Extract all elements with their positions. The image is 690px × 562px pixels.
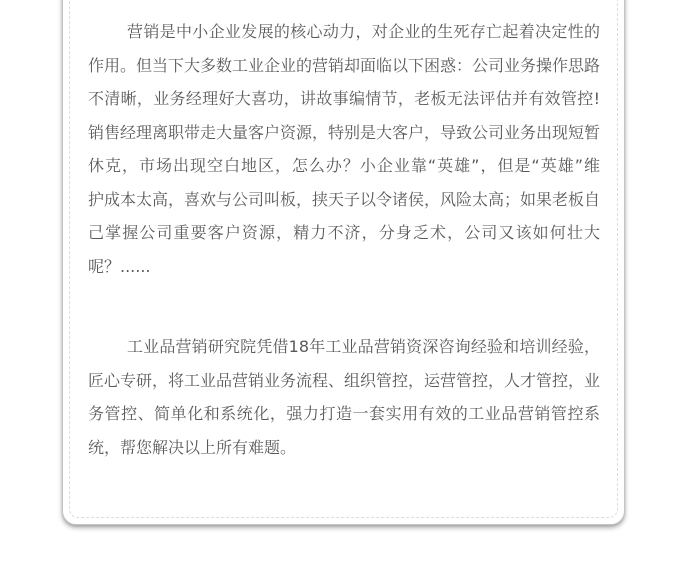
text-line: 营销是中小企业发展的核心动力，对企业的生死存亡起着决定性的 <box>127 22 600 41</box>
text-line: 呢？...... <box>88 256 151 276</box>
text-line: 统，帮您解决以上所有难题。 <box>88 437 297 457</box>
text-line: 作用。但当下大多数工业企业的营销却面临以下困惑：公司业务操作思路 <box>88 55 601 75</box>
document-body <box>88 15 600 464</box>
text-line: 销售经理离职带走大量客户资源，特别是大客户，导致公司业务出现短暂 <box>88 122 601 142</box>
document-card <box>62 0 625 525</box>
paragraph-2 <box>88 330 600 464</box>
text-line: 工业品营销研究院凭借18年工业品营销资深咨询经验和培训经验， <box>127 337 600 356</box>
text-line: 护成本太高，喜欢与公司叫板，挟天子以令诸侯，风险太高；如果老板自 <box>88 189 601 209</box>
paragraph-1 <box>88 15 600 283</box>
text-line: 休克，市场出现空白地区，怎么办？小企业靠“英雄”，但是“英雄”维 <box>88 156 600 175</box>
text-line: 务管控、简单化和系统化，强力打造一套实用有效的工业品营销管控系 <box>88 404 600 423</box>
text-line: 不清晰，业务经理好大喜功，讲故事编情节，老板无法评估并有效管控! <box>88 89 600 108</box>
text-line: 匠心专研，将工业品营销业务流程、组织管控，运营管控，人才管控，业 <box>88 370 601 390</box>
text-line: 己掌握公司重要客户资源，精力不济，分身乏术，公司又该如何壮大 <box>88 223 600 242</box>
